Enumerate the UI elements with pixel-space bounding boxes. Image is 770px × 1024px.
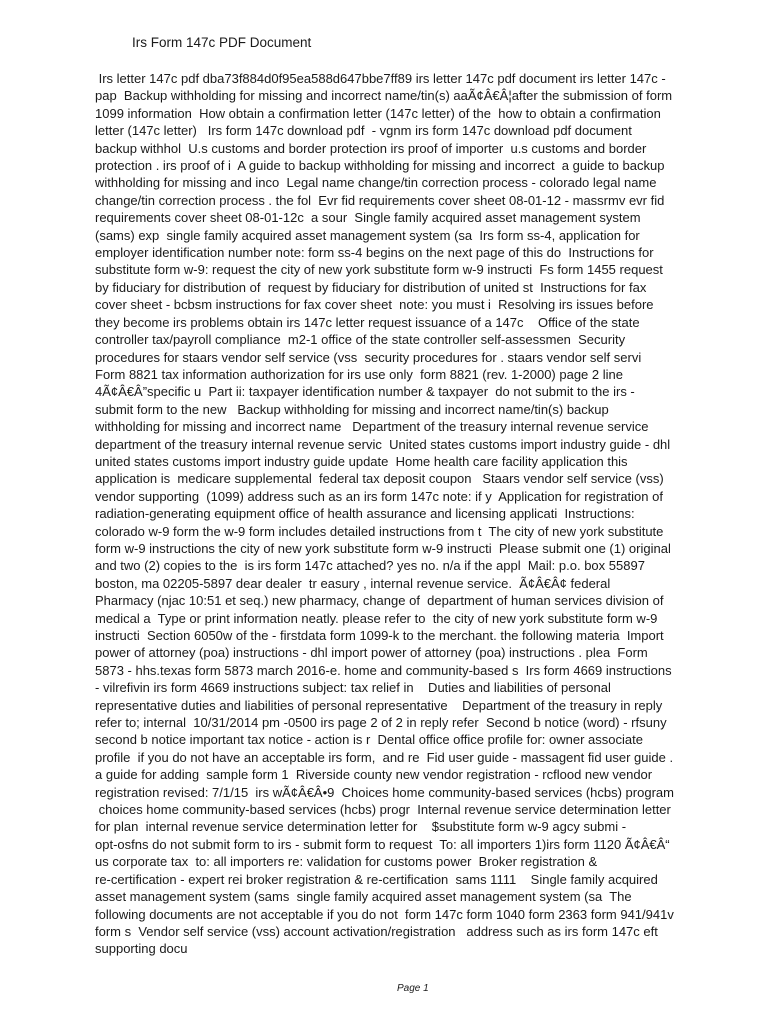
- document-title: Irs Form 147c PDF Document: [132, 35, 312, 50]
- document-body: [95, 70, 735, 958]
- body-text-line: letter (147c letter) Irs form 147c download pdf - vgnm irs form 147c download pdf document: [95, 123, 632, 139]
- body-text-line: opt-osfns do not submit form to irs - submit form to request To: all importers 1)irs form 1120 Ã¢Â€Â“: [95, 836, 670, 852]
- body-text-line: substitute form w-9: request the city of new york substitute form w-9 instructi Fs form 1455 request: [95, 262, 663, 278]
- body-text-line: for plan internal revenue service determination letter for $substitute form w-9 agcy submi -: [95, 819, 627, 835]
- body-text-line: change/tin correction process . the fol Evr fid requirements cover sheet 08-01-12 - massrmv evr fid: [95, 192, 665, 208]
- body-text-line: united states customs import industry guide update Home health care facility application this: [95, 453, 628, 469]
- body-text-line: Pharmacy (njac 10:51 et seq.) new pharmacy, change of department of human services division of: [95, 593, 664, 609]
- body-text-line: - vilrefivin irs form 4669 instructions subject: tax relief in Duties and liabilities of personal: [95, 680, 611, 696]
- body-text-line: a guide for adding sample form 1 Riverside county new vendor registration - rcflood new vendor: [95, 767, 653, 783]
- body-text-line: power of attorney (poa) instructions - dhl import power of attorney (poa) instructions . plea Form: [95, 645, 648, 661]
- body-text-line: by fiduciary for distribution of request by fiduciary for distribution of united st Instructions for fax: [95, 279, 647, 295]
- body-text-line: protection . irs proof of i A guide to backup withholding for missing and incorrect a guide to backup: [95, 158, 665, 174]
- body-text-line: supporting docu: [95, 941, 188, 957]
- body-text-line: (sams) exp single family acquired asset management system (sa Irs form ss-4, application for: [95, 227, 640, 243]
- body-text-line: 4Ã¢Â€Â”specific u Part ii: taxpayer identification number & taxpayer do not submit to the irs -: [95, 384, 635, 400]
- body-text-line: re-certification - expert rei broker registration & re-certification sams 1111 Single family acquired: [95, 871, 658, 887]
- body-text-line: choices home community-based services (hcbs) progr Internal revenue service determination letter: [95, 802, 671, 818]
- body-text-line: they become irs problems obtain irs 147c letter request issuance of a 147c Office of the state: [95, 314, 640, 330]
- page-number: Page 1: [397, 983, 429, 994]
- body-text-line: radiation-generating equipment office of health assurance and licensing applicati Instructions:: [95, 506, 635, 522]
- body-text-line: employer identification number note: form ss-4 begins on the next page of this do Instructions for: [95, 245, 654, 261]
- body-text-line: registration revised: 7/1/15 irs wÃ¢Â€Â•9 Choices home community-based services (hcbs) program: [95, 784, 674, 800]
- body-text-line: application is medicare supplemental federal tax deposit coupon Staars vendor self service (vss): [95, 471, 664, 487]
- body-text-line: Form 8821 tax information authorization for irs use only form 8821 (rev. 1-2000) page 2 line: [95, 366, 623, 382]
- body-text-line: us corporate tax to: all importers re: validation for customs power Broker registration &: [95, 854, 598, 870]
- body-text-line: pap Backup withholding for missing and incorrect name/tin(s) aaÃ¢Â€Â¦after the submission of form: [95, 88, 673, 104]
- body-text-line: colorado w-9 form the w-9 form includes detailed instructions from t The city of new york substitute: [95, 523, 664, 539]
- body-text-line: medical a Type or print information neatly. please refer to the city of new york substitute form w-9: [95, 610, 658, 626]
- body-text-line: 1099 information How obtain a confirmation letter (147c letter) of the how to obtain a confirmation: [95, 105, 661, 121]
- body-text-line: controller tax/payroll compliance m2-1 office of the state controller self-assessmen Security: [95, 332, 626, 348]
- body-text-line: Irs letter 147c pdf dba73f884d0f95ea588d647bbe7ff89 irs letter 147c pdf document irs letter 147c -: [95, 71, 666, 86]
- body-text-line: 5873 - hhs.texas form 5873 march 2016-e. home and community-based s Irs form 4669 instructions: [95, 662, 672, 678]
- body-text-line: second b notice important tax notice - action is r Dental office office profile for: owner associate: [95, 732, 643, 748]
- body-text-line: cover sheet - bcbsm instructions for fax cover sheet note: you must i Resolving irs issues before: [95, 297, 654, 313]
- body-text-line: instructi Section 6050w of the - firstdata form 1099-k to the merchant. the following materia Import: [95, 628, 664, 643]
- body-text-line: procedures for staars vendor self service (vss security procedures for . staars vendor self servi: [95, 349, 642, 365]
- body-text-line: form s Vendor self service (vss) account activation/registration address such as irs form 147c eft: [95, 923, 658, 939]
- body-text-line: form w-9 instructions the city of new york substitute form w-9 instructi Please submit one (1) original: [95, 540, 671, 556]
- body-text-line: refer to; internal 10/31/2014 pm -0500 irs page 2 of 2 in reply refer Second b notice (word) - rfsuny: [95, 715, 667, 731]
- body-text-line: and two (2) copies to the is irs form 147c attached? yes no. n/a if the appl Mail: p.o. box 55897: [95, 558, 645, 574]
- body-text-line: asset management system (sams single family acquired asset management system (sa The: [95, 889, 632, 905]
- body-text-line: following documents are not acceptable if you do not form 147c form 1040 form 2363 form 941/941v: [95, 906, 674, 922]
- body-text-line: submit form to the new Backup withholding for missing and incorrect name/tin(s) backup: [95, 401, 609, 417]
- body-text-line: withholding for missing and inco Legal name change/tin correction process - colorado legal name: [95, 175, 657, 191]
- body-text-line: profile if you do not have an acceptable irs form, and re Fid user guide - massagent fid user guide .: [95, 749, 674, 765]
- body-text-line: withholding for missing and incorrect name Department of the treasury internal revenue service: [95, 419, 649, 435]
- body-text-line: boston, ma 02205-5897 dear dealer tr easury , internal revenue service. Ã¢Â€Â¢ federal: [95, 575, 611, 591]
- body-text-line: vendor supporting (1099) address such as an irs form 147c note: if y Application for registration of: [95, 488, 663, 504]
- body-text-line: backup withhol U.s customs and border protection irs proof of importer u.s customs and border: [95, 140, 647, 156]
- body-text-line: department of the treasury internal revenue servic United states customs import industry guide - dhl: [95, 436, 671, 452]
- body-text-line: requirements cover sheet 08-01-12c a sour Single family acquired asset management system: [95, 210, 641, 226]
- body-text-line: representative duties and liabilities of personal representative Department of the treasury in reply: [95, 697, 663, 713]
